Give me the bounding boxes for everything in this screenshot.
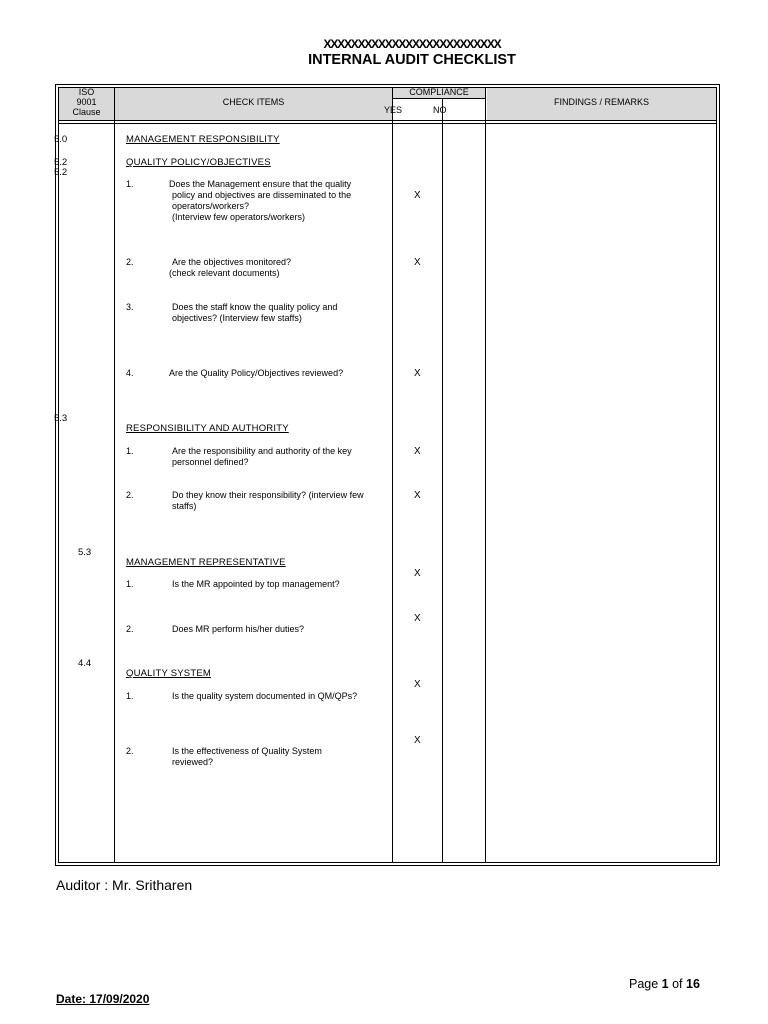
item-text: Does MR perform his/her duties? [172,624,305,634]
header-check-items: CHECK ITEMS [222,97,285,107]
item-text: Is the effectiveness of Quality System [172,746,322,756]
header-no: NO [433,105,447,115]
header-iso-line2: 9001 [76,97,97,107]
page-total: 16 [686,977,700,991]
clause-4-4: 4.4 [78,658,92,669]
yes-mark: X [414,446,421,457]
col-divider-yes-no [442,98,443,863]
item-text: objectives? (Interview few staffs) [172,313,302,323]
item-number: 1. [126,179,134,189]
item-text: Is the MR appointed by top management? [172,579,340,589]
item-text: policy and objectives are disseminated to the [172,190,352,200]
page-prefix: Page [629,977,662,991]
yes-mark: X [414,613,421,624]
organization-name: XXXXXXXXXXXXXXXXXXXXXXXXXX [323,37,501,51]
document-title: INTERNAL AUDIT CHECKLIST [308,52,516,68]
clause-5-0: 5.0 [54,134,68,145]
clause-5-2a: 5.2 [54,157,68,168]
item-number: 2. [126,624,134,634]
clause-5-3a: 5.3 [54,413,68,424]
yes-mark: X [414,368,421,379]
item-number: 3. [126,302,134,312]
item-text: personnel defined? [172,457,249,467]
item-number: 2. [126,257,134,267]
yes-mark: X [414,679,421,690]
header-iso-line1: ISO [78,87,95,97]
auditor-name: Auditor : Mr. Sritharen [56,877,193,893]
page-number [629,977,700,991]
item-text: operators/workers? [172,201,250,211]
col-divider-clause [114,87,115,863]
header-compliance: COMPLIANCE [409,87,469,97]
item-number: 1. [126,446,134,456]
header-iso-label [59,87,114,117]
item-number: 2. [126,490,134,500]
item-text: Are the objectives monitored? [172,257,292,267]
compliance-divider [393,98,486,99]
section-management-representative: MANAGEMENT REPRESENTATIVE [126,557,286,568]
clause-5-2b: 5.2 [54,167,68,178]
header-findings: FINDINGS / REMARKS [553,97,649,107]
item-text: staffs) [172,501,197,511]
yes-mark: X [414,735,421,746]
yes-mark: X [414,257,421,268]
section-responsibility-authority: RESPONSIBILITY AND AUTHORITY [126,423,289,434]
header-divider-double [58,123,717,124]
item-text: Is the quality system documented in QM/QPs? [172,691,358,701]
section-quality-policy: QUALITY POLICY/OBJECTIVES [126,157,271,168]
item-text: (Interview few operators/workers) [172,212,306,222]
item-text: Are the Quality Policy/Objectives reviewed? [169,368,344,378]
header-divider [58,120,717,121]
item-number: 4. [126,368,134,378]
col-divider-findings [485,87,486,863]
item-text: (check relevant documents) [169,268,280,278]
header-iso-line3: Clause [72,107,101,117]
page-of: of [668,977,686,991]
col-divider-items [392,87,393,863]
item-number: 1. [126,691,134,701]
section-management-responsibility: MANAGEMENT RESPONSIBILITY [126,134,280,145]
header-yes: YES [384,105,403,115]
item-text: Does the staff know the quality policy and [172,302,338,312]
section-quality-system: QUALITY SYSTEM [126,668,211,679]
yes-mark: X [414,568,421,579]
yes-mark: X [414,190,421,201]
page-current: 1 [661,977,669,991]
item-text: reviewed? [172,757,214,767]
item-text: Are the responsibility and authority of the key [172,446,352,456]
item-text: Do they know their responsibility? (interview few [172,490,364,500]
yes-mark: X [414,490,421,501]
item-text: Does the Management ensure that the quality [169,179,352,189]
table-inner-border [58,87,717,863]
item-number: 2. [126,746,134,756]
clause-5-3b: 5.3 [78,547,92,558]
item-number: 1. [126,579,134,589]
document-date: Date: 17/09/2020 [56,992,150,1006]
